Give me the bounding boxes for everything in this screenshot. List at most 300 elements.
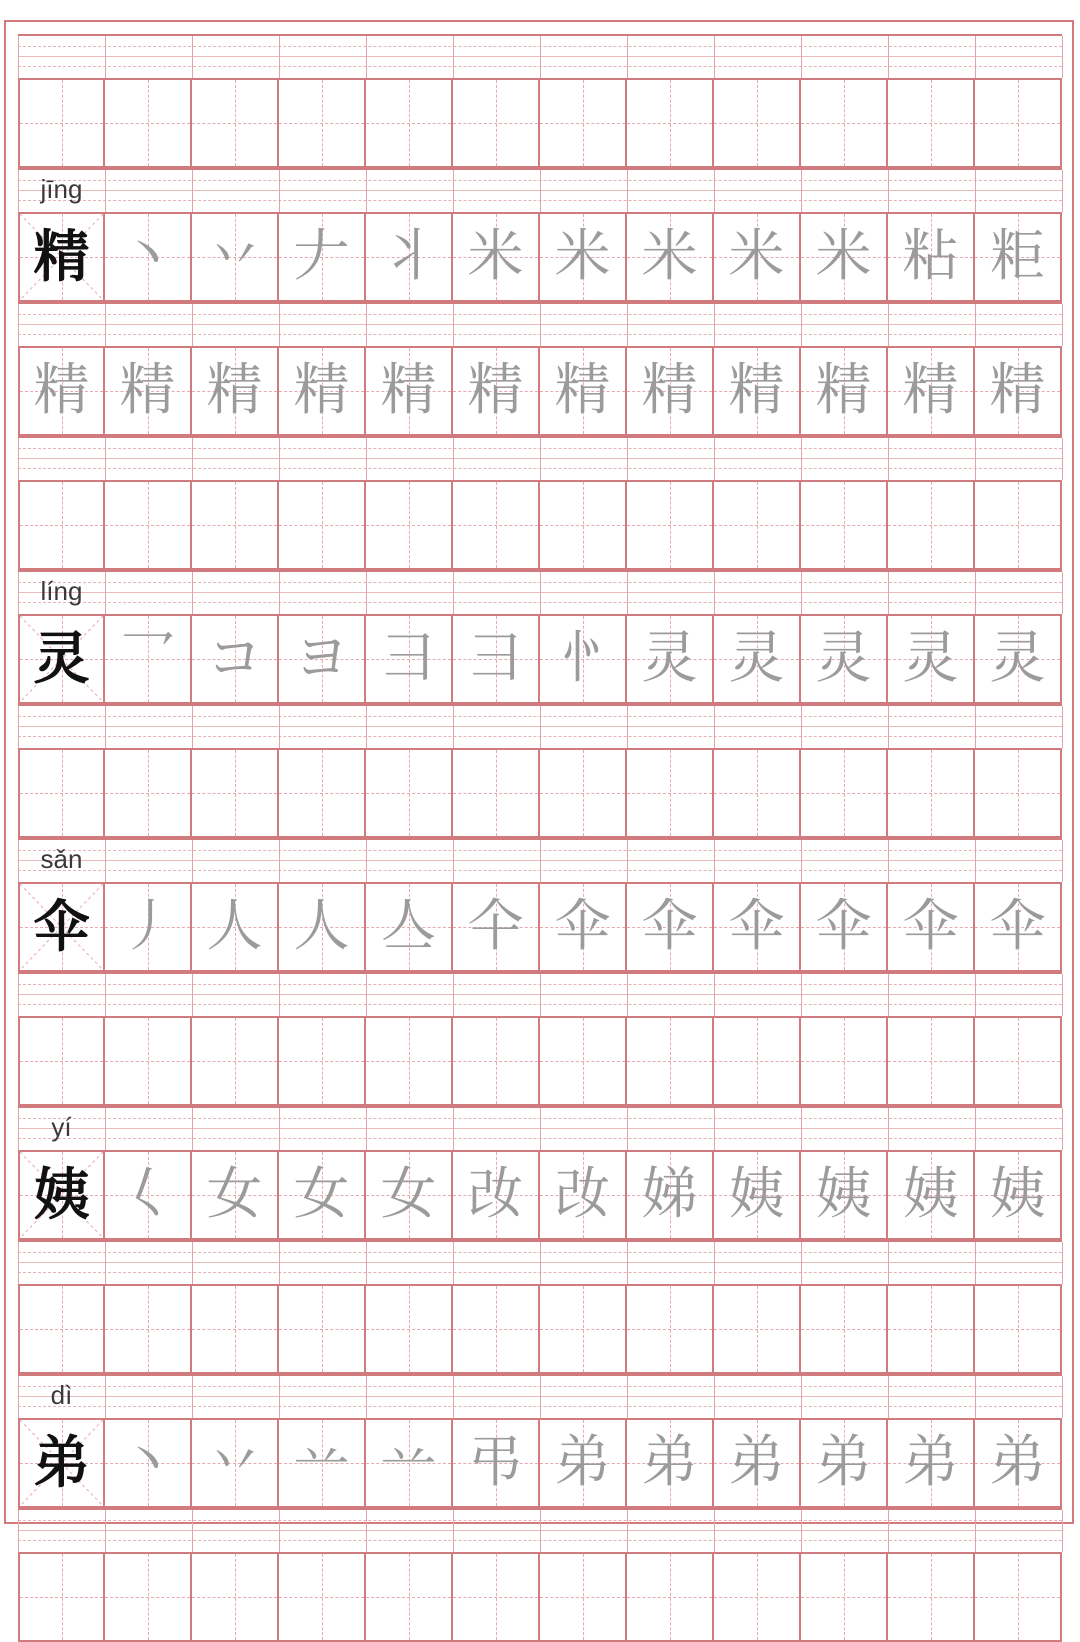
pinyin-cell-divider [105,1242,106,1284]
tianzige-box[interactable] [18,884,105,970]
tianzige-box[interactable] [888,1018,975,1104]
tianzige-box[interactable] [105,1420,192,1506]
practice-character: 精 [989,358,1046,423]
pinyin-cell-divider [453,572,454,614]
vertical-guide [496,1286,497,1372]
vertical-guide [1018,80,1019,166]
pinyin-cell-divider [1062,1510,1063,1552]
horizontal-guide [975,793,1060,794]
horizontal-guide [714,793,799,794]
tianzige-box[interactable] [627,1018,714,1104]
tianzige-box[interactable] [453,1420,540,1506]
horizontal-guide [453,1329,538,1330]
tianzige-box[interactable] [801,482,888,568]
tianzige-box[interactable] [975,750,1062,836]
tianzige-box[interactable] [627,214,714,300]
tianzige-box[interactable] [279,482,366,568]
pinyin-band [18,570,1062,614]
vertical-guide [670,482,671,568]
stroke-step-character: 灵 [641,626,698,691]
tianzige-box[interactable] [975,1420,1062,1506]
pinyin-cell-divider [105,1376,106,1418]
pinyin-cell-divider [279,36,280,78]
tianzige-box[interactable] [540,482,627,568]
vertical-guide [583,1018,584,1104]
tianzige-box[interactable] [18,482,105,568]
horizontal-guide [540,123,625,124]
tianzige-box[interactable] [801,348,888,434]
tianzige-box[interactable] [975,616,1062,702]
horizontal-guide [20,123,103,124]
tianzige-box[interactable] [714,1018,801,1104]
pinyin-cell-divider [279,1376,280,1418]
horizontal-guide [627,123,712,124]
tianzige-box[interactable] [714,214,801,300]
horizontal-guide [279,793,364,794]
tianzige-box[interactable] [888,482,975,568]
tianzige-box[interactable] [975,214,1062,300]
tianzige-box[interactable] [540,1152,627,1238]
practice-character: 精 [641,358,698,423]
tianzige-box[interactable] [714,1286,801,1372]
model-character: 弟 [33,1430,90,1496]
pinyin-cell-divider [540,36,541,78]
tianzige-box[interactable] [279,1152,366,1238]
tianzige-box[interactable] [453,1152,540,1238]
tianzige-box[interactable] [975,482,1062,568]
vertical-guide [148,80,149,166]
tianzige-box[interactable] [105,1152,192,1238]
pinyin-cell-divider [192,304,193,346]
pinyin-cell-divider [279,1510,280,1552]
pinyin-cell-divider [714,304,715,346]
tianzige-box[interactable] [192,750,279,836]
tianzige-box[interactable] [714,750,801,836]
horizontal-guide [888,525,973,526]
tianzige-box[interactable] [888,750,975,836]
horizontal-guide [627,1329,712,1330]
tianzige-box[interactable] [366,1554,453,1640]
horizontal-guide [540,1329,625,1330]
tianzige-box[interactable] [279,1420,366,1506]
tianzige-box[interactable] [105,884,192,970]
horizontal-guide [888,1597,973,1598]
tianzige-box[interactable] [540,214,627,300]
tianzige-box[interactable] [888,1152,975,1238]
tianzige-box[interactable] [18,1420,105,1506]
tianzige-box[interactable] [801,1554,888,1640]
horizontal-guide [801,123,886,124]
pinyin-cell-divider [366,706,367,748]
tianzige-box[interactable] [279,616,366,702]
pinyin-cell-divider [801,1510,802,1552]
horizontal-guide [192,1329,277,1330]
tianzige-box[interactable] [540,750,627,836]
tianzige-box[interactable] [105,750,192,836]
horizontal-guide [105,123,190,124]
tianzige-box[interactable] [279,884,366,970]
tianzige-box[interactable] [975,1018,1062,1104]
tianzige-box[interactable] [888,214,975,300]
tianzige-box[interactable] [18,214,105,300]
tianzige-box[interactable] [714,80,801,166]
tianzige-box[interactable] [192,884,279,970]
vertical-guide [62,1018,63,1104]
practice-character: 精 [206,358,263,423]
tianzige-box[interactable] [279,1018,366,1104]
tianzige-box[interactable] [18,1152,105,1238]
pinyin-cell-divider [540,572,541,614]
pinyin-cell-divider [192,1242,193,1284]
tianzige-box[interactable] [366,884,453,970]
tianzige-box[interactable] [453,1018,540,1104]
empty-row [18,1016,1062,1106]
pinyin-cell-divider [627,1510,628,1552]
vertical-guide [62,482,63,568]
tianzige-box[interactable] [540,1554,627,1640]
pinyin-band [18,168,1062,212]
horizontal-guide [279,1061,364,1062]
vertical-guide [148,750,149,836]
tianzige-box[interactable] [540,1018,627,1104]
pinyin-cell-divider [279,1242,280,1284]
tianzige-box[interactable] [801,1420,888,1506]
tianzige-box[interactable] [366,1152,453,1238]
horizontal-guide [366,1061,451,1062]
horizontal-guide [105,793,190,794]
stroke-order-row [18,1150,1062,1240]
tianzige-box[interactable] [192,214,279,300]
stroke-step-character: 乛 [119,626,176,691]
stroke-order-row [18,614,1062,704]
pinyin-cell-divider [366,1242,367,1284]
pinyin-cell-divider [801,1108,802,1150]
tianzige-box[interactable] [366,1286,453,1372]
stroke-step-character: 姨 [815,1162,872,1227]
horizontal-guide [627,1061,712,1062]
pinyin-cell-divider [366,1510,367,1552]
tianzige-box[interactable] [888,80,975,166]
tianzige-box[interactable] [975,348,1062,434]
tianzige-box[interactable] [801,1286,888,1372]
tianzige-box[interactable] [888,348,975,434]
pinyin-cell-divider [192,706,193,748]
tianzige-box[interactable] [366,348,453,434]
pinyin-cell-divider [801,170,802,212]
pinyin-cell-divider [366,572,367,614]
pinyin-cell-divider [888,1510,889,1552]
tianzige-box[interactable] [801,214,888,300]
tianzige-box[interactable] [453,214,540,300]
pinyin-cell-divider [18,304,19,346]
tianzige-box[interactable] [453,884,540,970]
stroke-step-character: 弟 [554,1430,611,1495]
tianzige-box[interactable] [105,1554,192,1640]
pinyin-cell-divider [714,706,715,748]
tianzige-box[interactable] [366,1420,453,1506]
tianzige-box[interactable] [540,884,627,970]
tianzige-box[interactable] [18,80,105,166]
pinyin-cell-divider [105,304,106,346]
tianzige-box[interactable] [627,482,714,568]
stroke-step-character: 米 [815,224,872,289]
pinyin-cell-divider [453,1108,454,1150]
tianzige-box[interactable] [627,884,714,970]
tianzige-box[interactable] [714,1152,801,1238]
tianzige-box[interactable] [714,1554,801,1640]
stroke-step-character: 亼 [380,894,437,959]
tianzige-box[interactable] [540,1286,627,1372]
tianzige-box[interactable] [627,1286,714,1372]
tianzige-box[interactable] [714,1420,801,1506]
tianzige-box[interactable] [627,348,714,434]
tianzige-box[interactable] [192,1554,279,1640]
pinyin-cell-divider [714,170,715,212]
tianzige-box[interactable] [627,80,714,166]
tianzige-box[interactable] [366,616,453,702]
pinyin-label: dì [50,1380,73,1410]
tianzige-box[interactable] [627,1152,714,1238]
tianzige-box[interactable] [105,1018,192,1104]
tianzige-box[interactable] [888,884,975,970]
tianzige-box[interactable] [627,616,714,702]
horizontal-guide [714,1061,799,1062]
stroke-step-character: 弟 [815,1430,872,1495]
tianzige-box[interactable] [888,1420,975,1506]
vertical-guide [583,1554,584,1640]
practice-character: 精 [902,358,959,423]
tianzige-box[interactable] [192,482,279,568]
tianzige-box[interactable] [801,750,888,836]
tianzige-box[interactable] [627,1420,714,1506]
tianzige-box[interactable] [540,1420,627,1506]
tianzige-box[interactable] [975,1554,1062,1640]
pinyin-cell-divider [627,36,628,78]
tianzige-box[interactable] [192,348,279,434]
vertical-guide [148,1286,149,1372]
horizontal-guide [105,1329,190,1330]
horizontal-guide [279,1597,364,1598]
tianzige-box[interactable] [975,1152,1062,1238]
model-character: 伞 [33,894,90,960]
empty-row [18,78,1062,168]
vertical-guide [931,80,932,166]
tianzige-box[interactable] [105,80,192,166]
pinyin-band [18,1106,1062,1150]
tianzige-box[interactable] [714,348,801,434]
tianzige-box[interactable] [18,348,105,434]
tianzige-box[interactable] [192,80,279,166]
pinyin-cell-divider [888,36,889,78]
pinyin-cell-divider [279,572,280,614]
pinyin-cell-divider [627,438,628,480]
pinyin-cell-divider [975,170,976,212]
pinyin-band [18,704,1062,748]
tianzige-box[interactable] [453,80,540,166]
tianzige-box[interactable] [801,616,888,702]
vertical-guide [62,1286,63,1372]
model-character: 姨 [33,1162,90,1228]
tianzige-box[interactable] [279,750,366,836]
vertical-guide [844,482,845,568]
tianzige-box[interactable] [192,616,279,702]
tianzige-box[interactable] [714,884,801,970]
pinyin-cell-divider [453,1510,454,1552]
pinyin-band [18,1374,1062,1418]
tianzige-box[interactable] [279,1554,366,1640]
tianzige-box[interactable] [192,1420,279,1506]
practice-row [18,346,1062,436]
pinyin-cell-divider [1062,304,1063,346]
pinyin-band [18,838,1062,882]
tianzige-box[interactable] [627,750,714,836]
tianzige-box[interactable] [801,884,888,970]
tianzige-box[interactable] [975,1286,1062,1372]
pinyin-cell-divider [192,974,193,1016]
stroke-step-character: 𡿨 [119,1162,176,1227]
horizontal-guide [888,1329,973,1330]
horizontal-guide [888,123,973,124]
pinyin-cell-divider [1062,170,1063,212]
tianzige-box[interactable] [801,80,888,166]
tianzige-box[interactable] [279,348,366,434]
tianzige-box[interactable] [18,1018,105,1104]
tianzige-box[interactable] [279,80,366,166]
tianzige-box[interactable] [105,616,192,702]
tianzige-box[interactable] [279,1286,366,1372]
vertical-guide [496,750,497,836]
pinyin-cell-divider [453,36,454,78]
pinyin-cell-divider [714,572,715,614]
stroke-step-character: 米 [467,224,524,289]
tianzige-box[interactable] [453,482,540,568]
pinyin-cell-divider [888,1242,889,1284]
tianzige-box[interactable] [540,616,627,702]
vertical-guide [583,1286,584,1372]
pinyin-cell-divider [366,304,367,346]
tianzige-box[interactable] [714,616,801,702]
tianzige-box[interactable] [801,1152,888,1238]
pinyin-cell-divider [279,1108,280,1150]
pinyin-cell-divider [714,1510,715,1552]
practice-character: 精 [293,358,350,423]
tianzige-box[interactable] [888,616,975,702]
vertical-guide [757,1286,758,1372]
pinyin-cell-divider [279,170,280,212]
tianzige-box[interactable] [192,1286,279,1372]
tianzige-box[interactable] [366,1018,453,1104]
tianzige-box[interactable] [453,616,540,702]
tianzige-box[interactable] [714,482,801,568]
stroke-step-character: 伞 [641,894,698,959]
tianzige-box[interactable] [18,750,105,836]
pinyin-cell-divider [801,1376,802,1418]
vertical-guide [583,482,584,568]
tianzige-box[interactable] [105,214,192,300]
tianzige-box[interactable] [366,214,453,300]
tianzige-box[interactable] [801,1018,888,1104]
tianzige-box[interactable] [18,1554,105,1640]
tianzige-box[interactable] [18,616,105,702]
stroke-step-character: 丷 [206,1430,263,1495]
pinyin-cell-divider [540,1242,541,1284]
tianzige-box[interactable] [888,1554,975,1640]
pinyin-cell-divider [888,438,889,480]
pinyin-cell-divider [975,974,976,1016]
tianzige-box[interactable] [888,1286,975,1372]
stroke-step-character: 仐 [467,894,524,959]
pinyin-cell-divider [366,438,367,480]
horizontal-guide [20,525,103,526]
pinyin-band [18,972,1062,1016]
pinyin-cell-divider [1062,1242,1063,1284]
horizontal-guide [453,525,538,526]
tianzige-box[interactable] [366,80,453,166]
pinyin-cell-divider [1062,706,1063,748]
tianzige-box[interactable] [540,80,627,166]
pinyin-cell-divider [366,840,367,882]
tianzige-box[interactable] [453,348,540,434]
tianzige-box[interactable] [540,348,627,434]
horizontal-guide [279,1329,364,1330]
tianzige-box[interactable] [105,348,192,434]
pinyin-cell-divider [714,438,715,480]
vertical-guide [1018,1286,1019,1372]
tianzige-box[interactable] [279,214,366,300]
horizontal-guide [105,1597,190,1598]
tianzige-box[interactable] [627,1554,714,1640]
vertical-guide [1018,1554,1019,1640]
vertical-guide [496,80,497,166]
pinyin-cell-divider [540,170,541,212]
empty-row [18,1552,1062,1642]
practice-character: 精 [728,358,785,423]
pinyin-cell-divider [540,706,541,748]
horizontal-guide [366,1597,451,1598]
pinyin-cell-divider [627,974,628,1016]
tianzige-box[interactable] [105,482,192,568]
pinyin-cell-divider [540,1108,541,1150]
tianzige-box[interactable] [453,1554,540,1640]
tianzige-box[interactable] [366,482,453,568]
stroke-step-character: 彐 [380,626,437,691]
model-character: 精 [33,224,90,290]
pinyin-cell-divider [192,1510,193,1552]
tianzige-box[interactable] [453,750,540,836]
tianzige-box[interactable] [105,1286,192,1372]
pinyin-cell-divider [453,840,454,882]
horizontal-guide [627,525,712,526]
empty-row [18,480,1062,570]
tianzige-box[interactable] [192,1018,279,1104]
horizontal-guide [192,1597,277,1598]
tianzige-box[interactable] [18,1286,105,1372]
pinyin-cell-divider [18,1510,19,1552]
pinyin-cell-divider [105,840,106,882]
horizontal-guide [192,1061,277,1062]
tianzige-box[interactable] [366,750,453,836]
pinyin-cell-divider [105,974,106,1016]
tianzige-box[interactable] [192,1152,279,1238]
vertical-guide [1018,1018,1019,1104]
tianzige-box[interactable] [453,1286,540,1372]
pinyin-cell-divider [1062,974,1063,1016]
stroke-step-character: 妀 [467,1162,524,1227]
tianzige-box[interactable] [975,80,1062,166]
horizontal-guide [279,525,364,526]
tianzige-box[interactable] [975,884,1062,970]
pinyin-cell-divider [888,706,889,748]
